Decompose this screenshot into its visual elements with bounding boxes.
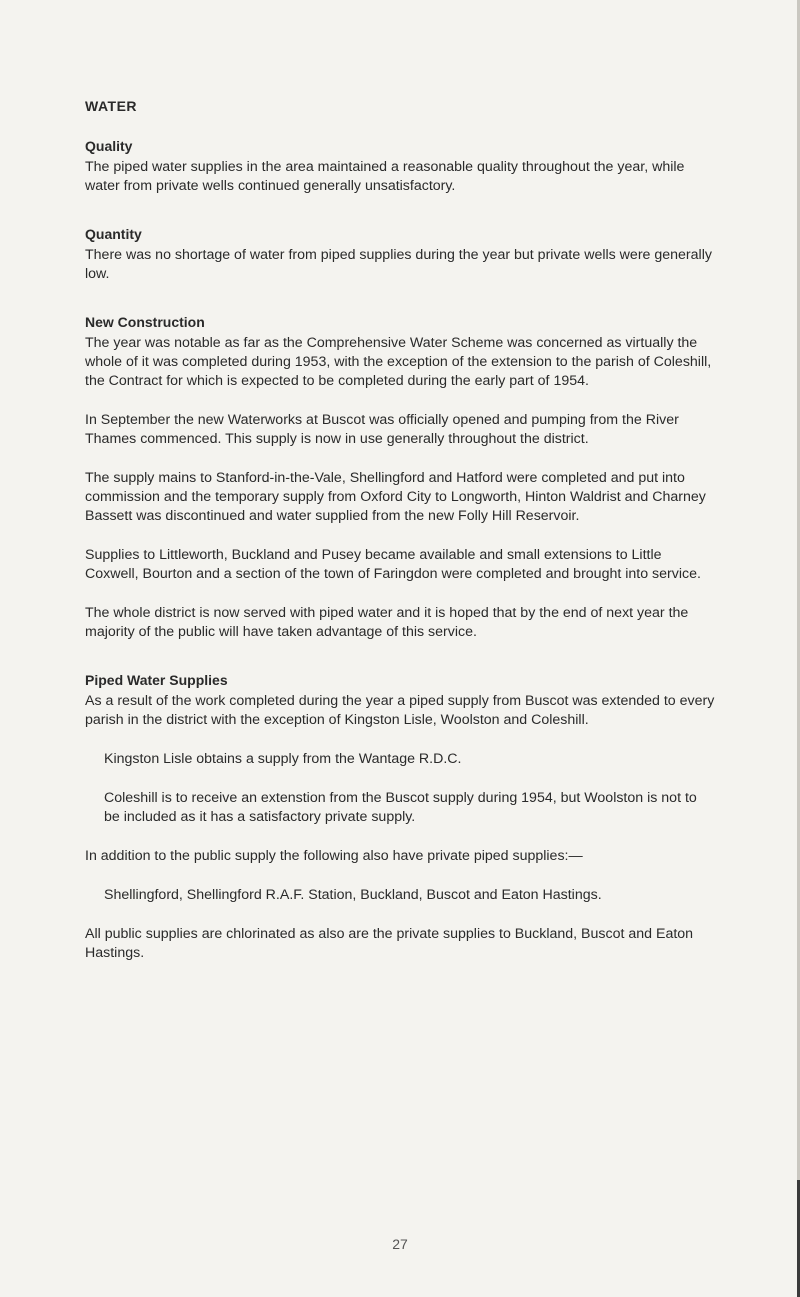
paragraph: Shellingford, Shellingford R.A.F. Station, Buckland, Buscot and Eaton Hastings.	[104, 887, 602, 903]
section-quantity	[85, 226, 715, 284]
paragraph: The year was notable as far as the Comprehensive Water Scheme was concerned as virtually the whole of it was completed during 1953, with the exception of the extension to the parish of Coleshill, the Contract for which is expected to be completed during the early part of 1954.	[85, 335, 712, 389]
paragraph: The whole district is now served with piped water and it is hoped that by the end of next year the majority of the public will have taken advantage of this service.	[85, 605, 689, 640]
paragraph: As a result of the work completed during the year a piped supply from Buscot was extended to every parish in the district with the exception of Kingston Lisle, Woolston and Coleshill.	[85, 693, 715, 728]
paragraph: The piped water supplies in the area maintained a reasonable quality throughout the year, while water from private wells continued generally unsatisfactory.	[85, 159, 685, 194]
section-heading: Quality	[85, 138, 133, 154]
section-new-construction	[85, 314, 715, 642]
section-heading: Quantity	[85, 226, 142, 242]
section-piped-water-supplies	[85, 672, 715, 963]
paragraph: All public supplies are chlorinated as also are the private supplies to Buckland, Buscot and Eaton Hastings.	[85, 926, 694, 961]
paragraph: Kingston Lisle obtains a supply from the Wantage R.D.C.	[104, 751, 462, 767]
paragraph: There was no shortage of water from piped supplies during the year but private wells were generally low.	[85, 247, 712, 282]
paragraph: In addition to the public supply the following also have private piped supplies:—	[85, 848, 583, 864]
page-number: 27	[392, 1236, 408, 1252]
paragraph: In September the new Waterworks at Buscot was officially opened and pumping from the River Thames commenced. This supply is now in use generally throughout the district.	[85, 412, 679, 447]
section-quality	[85, 138, 715, 196]
paragraph: Coleshill is to receive an extenstion from the Buscot supply during 1954, but Woolston is not to be included as it has a satisfactory private supply.	[104, 790, 697, 825]
page-content	[85, 98, 715, 993]
paragraph: The supply mains to Stanford-in-the-Vale, Shellingford and Hatford were completed and put into commission and the temporary supply from Oxford City to Longworth, Hinton Waldrist and Charney Bassett was discontinued and water supplied from the new Folly Hill Reservoir.	[85, 470, 706, 524]
section-heading: New Construction	[85, 314, 205, 330]
page-title: WATER	[85, 98, 138, 114]
section-heading: Piped Water Supplies	[85, 672, 228, 688]
paragraph: Supplies to Littleworth, Buckland and Pusey became available and small extensions to Little Coxwell, Bourton and a section of the town of Faringdon were completed and brought into service.	[85, 547, 701, 582]
